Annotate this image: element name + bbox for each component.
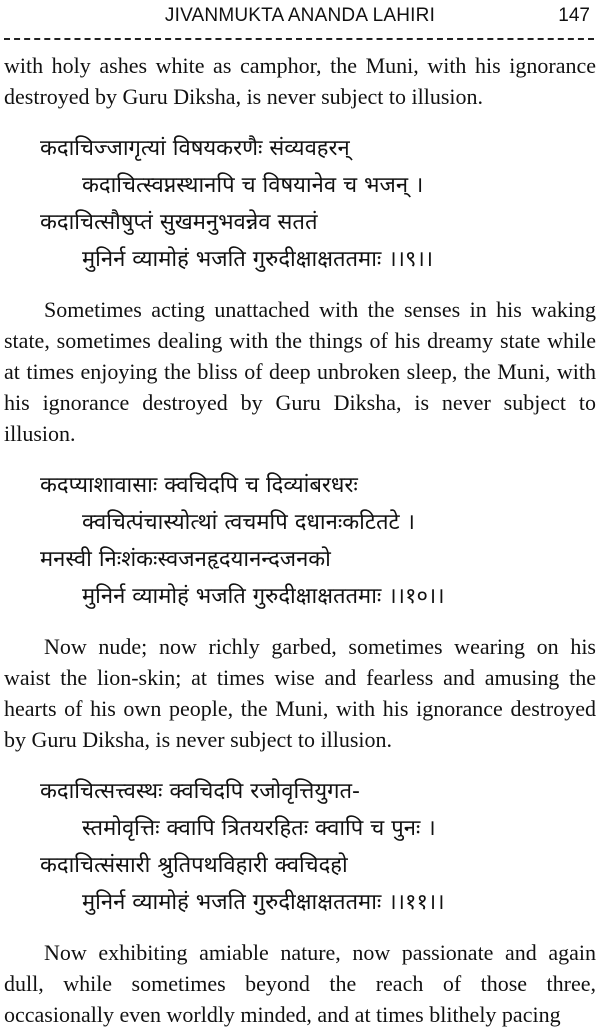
verse-10-line-4: मुनिर्न व्यामोहं भजति गुरुदीक्षाक्षततमाः ।।१०।। xyxy=(82,584,445,609)
verse-11 xyxy=(4,773,596,921)
page-number: 147 xyxy=(558,5,590,26)
running-header xyxy=(0,3,600,29)
verse-9 xyxy=(4,130,596,278)
paragraph-continued: with holy ashes white as camphor, the Muni, with his ignorance destroyed by Guru Diksha, is never subject to illusion. xyxy=(4,53,596,109)
header-divider xyxy=(4,38,594,40)
verse-9-line-2: कदाचित्स्वप्नस्थानपि च विषयानेव च भजन् । xyxy=(82,173,424,198)
verse-9-line-4: मुनिर्न व्यामोहं भजति गुरुदीक्षाक्षततमाः ।।९।। xyxy=(82,247,434,272)
translation-9: Sometimes acting unattached with the senses in his waking state, sometimes dealing with the things of his dreamy state while at times enjoying the bliss of deep unbroken sleep, the Muni, with his ignorance destroyed by Guru Diksha, is never subject to illusion. xyxy=(4,297,596,446)
verse-10-line-2: क्वचित्पंचास्योत्थां त्वचमपि दधानःकटितटे । xyxy=(82,510,415,535)
running-title: JIVANMUKTA ANANDA LAHIRI xyxy=(164,5,436,26)
verse-11-line-4: मुनिर्न व्यामोहं भजति गुरुदीक्षाक्षततमाः ।।११।। xyxy=(82,890,445,915)
verse-11-line-3: कदाचित्संसारी श्रुतिपथविहारी क्वचिदहो xyxy=(40,853,348,878)
page-body xyxy=(4,50,596,1030)
translation-10: Now nude; now richly garbed, sometimes wearing on his waist the lion-skin; at times wise and fearless and amusing the hearts of his own people, the Muni, with his ignorance destroyed by Guru Diksha, is never subject to illusion. xyxy=(4,634,596,752)
verse-10-line-3: मनस्वी निःशंकःस्वजनहृदयानन्दजनको xyxy=(40,547,331,572)
verse-9-line-3: कदाचित्सौषुप्तं सुखमनुभवन्नेव सततं xyxy=(40,210,318,235)
verse-9-line-1: कदाचिज्जागृत्यां विषयकरणैः संव्यवहरन् xyxy=(40,136,350,161)
verse-11-line-1: कदाचित्सत्त्वस्थः क्वचिदपि रजोवृत्तियुगत- xyxy=(40,779,360,804)
translation-11: Now exhibiting amiable nature, now passionate and again dull, while sometimes beyond the reach of those three, occasionally even worldly minded, and at times blithely pacing xyxy=(4,940,596,1027)
verse-10 xyxy=(4,467,596,615)
verse-11-line-2: स्तमोवृत्तिः क्वापि त्रितयरहितः क्वापि च पुनः । xyxy=(82,816,436,841)
verse-10-line-1: कदप्याशावासाः क्वचिदपि च दिव्यांबरधरः xyxy=(40,473,358,498)
